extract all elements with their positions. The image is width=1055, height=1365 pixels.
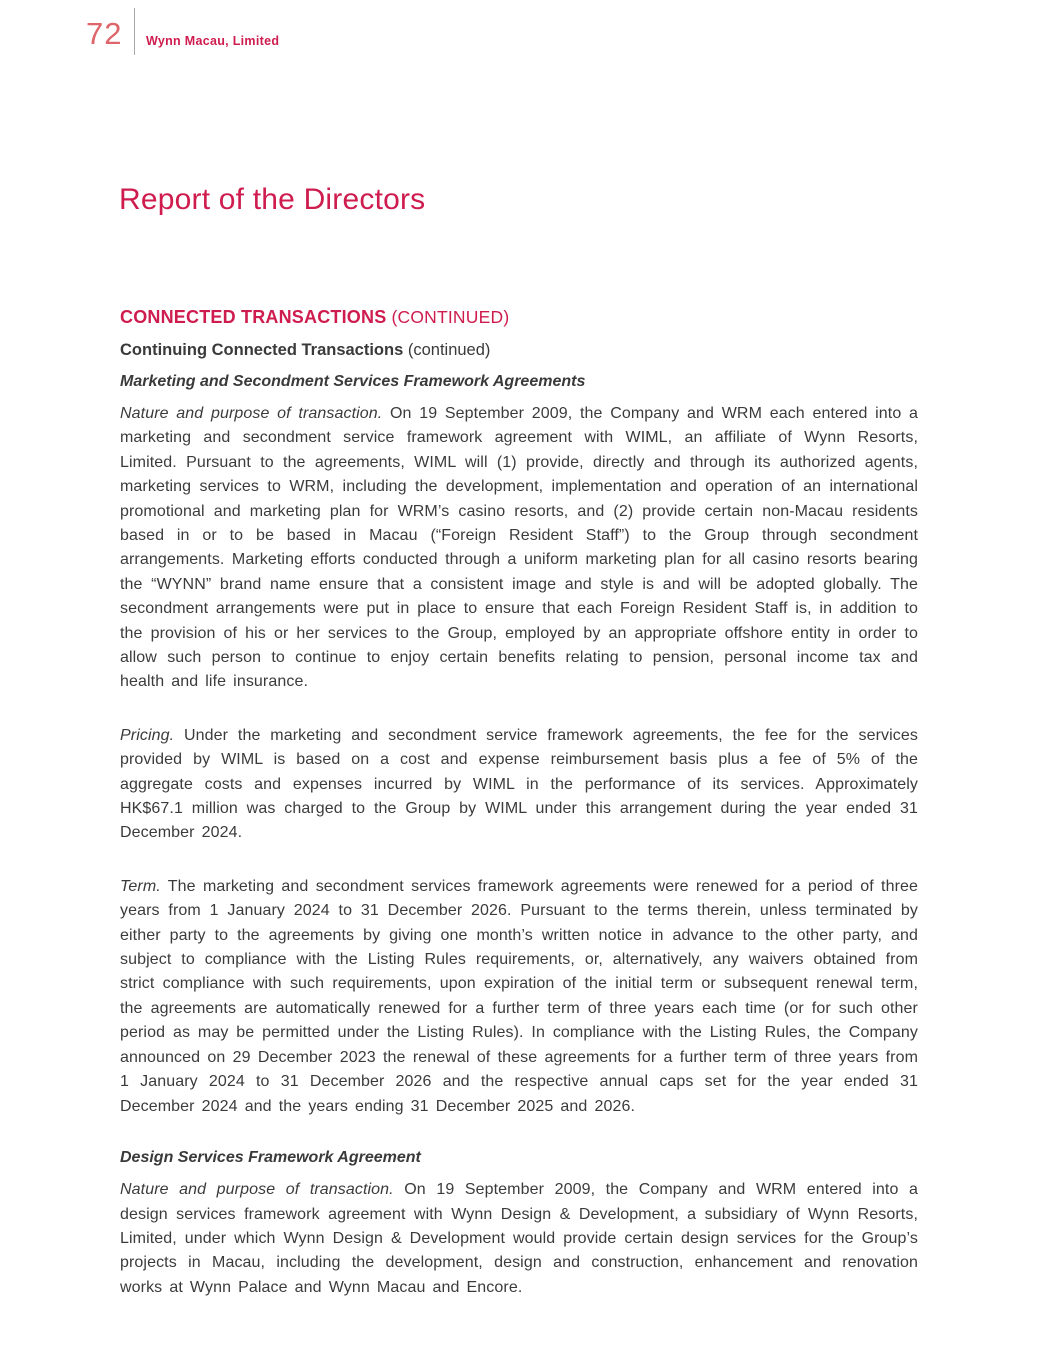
section-subheading: [120, 341, 918, 360]
paragraph-lead: Nature and purpose of transaction.: [120, 404, 383, 422]
paragraph-pricing: [120, 724, 918, 846]
header-divider: [134, 8, 135, 55]
section-heading-suffix: (CONTINUED): [386, 307, 510, 327]
content-column: [120, 308, 918, 1300]
page-number: 72: [86, 16, 123, 51]
paragraph-lead: Pricing.: [120, 726, 175, 744]
paragraph-text: On 19 September 2009, the Company and WRM entered into a design services framework agreement with Wynn Design & Development, a subsidiary of Wynn Resorts, Limited, under which Wynn Design & Development would provide certain design services for the Group’s projects in Macau, including the development, design and construction, enhancement and renovation works at Wynn Palace and Wynn Macau and Encore.: [120, 1181, 918, 1296]
paragraph-lead: Term.: [120, 877, 161, 895]
section-subheading-text: Continuing Connected Transactions: [120, 340, 404, 359]
paragraph-lead: Nature and purpose of transaction.: [120, 1181, 394, 1199]
paragraph-text: Under the marketing and secondment service framework agreements, the fee for the services provided by WIML is based on a cost and expense reimbursement basis plus a fee of 5% of the aggregate costs and expenses incurred by WIML in the performance of its services. Approximately HK$67.1 million was charged to the Group by WIML under this arrangement during the year ended 31 December 2024.: [120, 726, 918, 842]
paragraph-nature-purpose-design: [120, 1178, 918, 1300]
section-heading: [120, 308, 918, 328]
paragraph-nature-purpose-marketing: [120, 402, 918, 695]
agreement-title-design-services: Design Services Framework Agreement: [120, 1148, 421, 1166]
section-subheading-suffix: (continued): [403, 340, 491, 359]
company-name: Wynn Macau, Limited: [146, 34, 280, 48]
page-title: Report of the Directors: [119, 183, 426, 217]
paragraph-text: The marketing and secondment services framework agreements were renewed for a period of three years from 1 January 2024 to 31 December 2026. Pursuant to the terms therein, unless terminated by either party to the agreements by giving one month’s written notice in advance to the other party, and subject to compliance with the Listing Rules requirements, or, alternatively, any waivers obtained from strict compliance with such requirements, upon expiration of the initial term or subsequent renewal term, the agreements are automatically renewed for a further term of three years each time (or for such other period as may be permitted under the Listing Rules). In compliance with the Listing Rules, the Company announced on 29 December 2023 the renewal of these agreements for a further term of three years from 1 January 2024 to 31 December 2026 and the respective annual caps set for the year ended 31 December 2024 and the years ending 31 December 2025 and 2026.: [120, 877, 918, 1115]
section-heading-text: CONNECTED TRANSACTIONS: [120, 307, 387, 327]
agreement-title-marketing-secondment: Marketing and Secondment Services Framework Agreements: [120, 372, 586, 390]
paragraph-text: On 19 September 2009, the Company and WRM each entered into a marketing and secondment service framework agreement with WIML, an affiliate of Wynn Resorts, Limited. Pursuant to the agreements, WIML will (1) provide, directly and through its authorized agents, marketing services to WRM, including the development, implementation and operation of an international promotional and marketing plan for WRM’s casino resorts, and (2) provide certain non-Macau residents based in or to be based in Macau (“Foreign Resident Staff”) to the Group through secondment arrangements. Marketing efforts conducted through a uniform marketing plan for all casino resorts bearing the “WYNN” brand name ensure that a consistent image and style is and will be adopted globally. The secondment arrangements were put in place to ensure that each Foreign Resident Staff is, in addition to the provision of his or her services to the Group, employed by an appropriate offshore entity in order to allow such person to continue to enjoy certain benefits relating to pension, personal income tax and health and life insurance.: [120, 404, 919, 691]
paragraph-term: [120, 875, 918, 1119]
